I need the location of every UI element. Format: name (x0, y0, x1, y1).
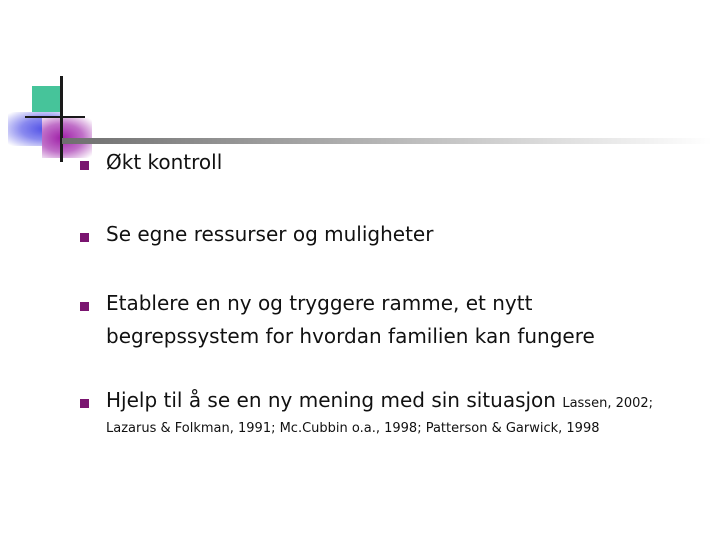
corner-logo (0, 0, 720, 170)
bullet-text (106, 384, 653, 438)
horizontal-line (25, 116, 85, 118)
reference-inline: Lassen, 2002; (562, 396, 654, 411)
bullet-line: Etablere en ny og tryggere ramme, et nytt (106, 291, 533, 315)
green-square (32, 86, 60, 114)
square-bullet-icon (80, 161, 89, 170)
bullet-line: begrepssystem for hvordan familien kan fungere (106, 324, 595, 348)
title-rule (62, 138, 712, 144)
vertical-line (60, 76, 63, 162)
square-bullet-icon (80, 302, 89, 311)
square-bullet-icon (80, 399, 89, 408)
reference-line: Lazarus & Folkman, 1991; Mc.Cubbin o.a., 1998; Patterson & Garwick, 1998 (106, 421, 600, 436)
bullet-text: Se egne ressurser og muligheter (106, 222, 434, 246)
bullet-text: Økt kontroll (106, 150, 223, 174)
bullet-main-text: Hjelp til å se en ny mening med sin situasjon (106, 388, 556, 412)
bullet-text (106, 287, 595, 353)
square-bullet-icon (80, 233, 89, 242)
